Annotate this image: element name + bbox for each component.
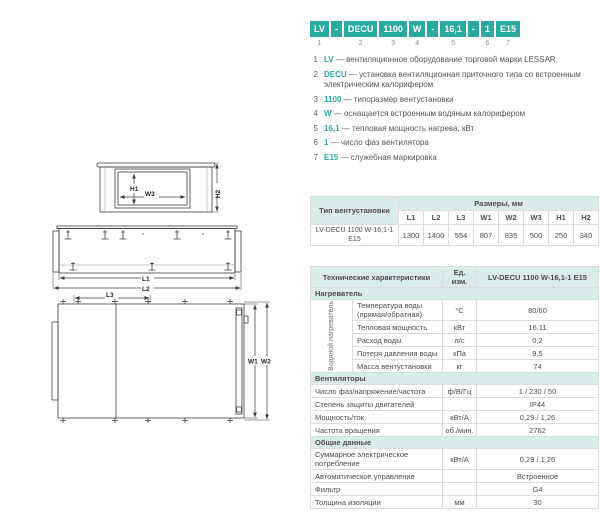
tech-table-title: Технические характеристики: [311, 267, 443, 288]
row-value: 0,29 / 1,26: [477, 411, 599, 424]
row-unit: [443, 470, 477, 483]
model-code-box: 1100: [379, 21, 407, 37]
row-value: 16,11: [477, 321, 599, 334]
dimensions-sizes-header: Размеры, мм: [399, 197, 599, 211]
unit-type-label: LV-DECU 1100 W-16,1-1 E15: [311, 225, 399, 246]
legend-item: [310, 95, 600, 106]
model-code-segment: [409, 21, 426, 48]
legend-item: [310, 153, 600, 164]
row-value: Встроенное: [477, 470, 599, 483]
table-row: [311, 385, 599, 398]
row-label: Толщина изоляции: [311, 496, 443, 509]
row-label: Мощность/ток: [311, 411, 443, 424]
model-code-number: 5: [451, 40, 456, 47]
legend-item-code: E15: [324, 152, 339, 162]
table-row: [311, 449, 599, 470]
table-row: [311, 334, 599, 347]
row-value: 1 / 230 / 50: [477, 385, 599, 398]
legend-item-code: 1: [324, 138, 329, 147]
technical-drawings: [30, 150, 300, 445]
legend-item-code: 1100: [324, 94, 342, 104]
heater-side-cell: [311, 300, 353, 373]
row-value: 80/60: [477, 300, 599, 321]
dimensions-data-row: [311, 225, 599, 246]
model-code-box: W: [409, 21, 426, 37]
dimension-value: 807: [474, 225, 499, 246]
table-row: [311, 411, 599, 424]
model-code-box: -: [468, 21, 479, 37]
row-value: G4: [477, 483, 599, 496]
model-code-segment: [440, 21, 466, 48]
section-header-heater: Нагреватель: [311, 288, 599, 300]
row-unit: л/с: [443, 334, 477, 347]
row-unit: мм: [443, 496, 477, 509]
row-label: Частота вращения: [311, 424, 443, 437]
legend-item-text: 1 — число фаз вентилятора: [324, 138, 429, 147]
table-row: [311, 347, 599, 360]
model-code-segment: [481, 21, 494, 48]
legend-item-number: 4: [313, 109, 318, 118]
model-code-number: 2: [358, 40, 363, 47]
dimension-value: 1400: [424, 225, 449, 246]
legend-item: [310, 109, 600, 120]
tech-characteristics-table: [310, 266, 599, 509]
dim-label-h1: H1: [130, 186, 139, 193]
legend-item-text: DECU — установка вентиляционная приточного типа со встроенным электрическим калорифером: [324, 69, 581, 89]
dim-label-l3: L3: [106, 292, 114, 299]
model-code-number: 3: [391, 40, 396, 47]
row-unit: кПа: [443, 347, 477, 360]
row-label: Число фаз/напряжение/частота: [311, 385, 443, 398]
section-header-fans: Вентиляторы: [311, 373, 599, 385]
model-code-segment: [379, 21, 407, 48]
column-header: H2: [574, 211, 599, 225]
legend-item-code: W: [324, 109, 332, 118]
model-code-box: -: [427, 21, 438, 37]
legend-item-text: E15 — служебная маркировка: [324, 152, 437, 162]
dimension-value: 1300: [399, 225, 424, 246]
dim-label-w2: W2: [261, 358, 271, 366]
legend-item: [310, 124, 600, 135]
model-code-box: 1: [481, 21, 494, 37]
legend-item: [310, 70, 600, 91]
dimension-value: 340: [574, 225, 599, 246]
dim-label-w1: W1: [248, 358, 258, 366]
model-code-segment: [468, 21, 479, 48]
row-label: Суммарное электрическое потребление: [311, 449, 443, 470]
legend-item-code: DECU: [324, 69, 347, 79]
table-row: [311, 398, 599, 411]
legend-item-code: 16,1: [324, 123, 340, 133]
table-row: [311, 300, 599, 321]
dimension-value: 250: [549, 225, 574, 246]
table-row: [311, 483, 599, 496]
row-label: Автоматическое управление: [311, 470, 443, 483]
column-header: L3: [449, 211, 474, 225]
table-row: [311, 424, 599, 437]
model-code-number: 7: [505, 40, 510, 47]
row-value: 9,5: [477, 347, 599, 360]
model-code-box: LV: [310, 21, 329, 37]
row-unit: ф/В/Гц: [443, 385, 477, 398]
row-value: 0,2: [477, 334, 599, 347]
legend-item: [310, 55, 600, 66]
row-label: Масса вентустановки: [353, 360, 443, 373]
legend-item-number: 7: [313, 152, 318, 162]
row-label: Потеря давления воды: [353, 347, 443, 360]
dimension-value: 554: [449, 225, 474, 246]
model-code-number: 6: [485, 40, 490, 47]
side-view-drawing: [53, 226, 241, 293]
model-code-segment: [344, 21, 378, 48]
model-code-segment: [427, 21, 438, 48]
row-label: Температура воды (прямая/обратная): [353, 300, 443, 321]
row-value: 30: [477, 496, 599, 509]
row-value: 2762: [477, 424, 599, 437]
model-code-box: -: [331, 21, 342, 37]
row-value: 74: [477, 360, 599, 373]
model-code-number: 1: [317, 40, 322, 47]
tech-table-model-header: LV-DECU 1100 W-16,1-1 E15: [477, 267, 599, 288]
legend-item-number: 3: [313, 94, 318, 104]
table-row: [311, 470, 599, 483]
tech-table-unit-header: Ед. изм.: [443, 267, 477, 288]
heater-side-label: Водяной нагреватель: [328, 301, 335, 371]
table-row: [311, 496, 599, 509]
plan-view-drawing: [52, 291, 274, 424]
legend-item-number: 2: [313, 69, 318, 79]
model-code-box: 16,1: [440, 21, 466, 37]
row-value: 0,29 / 1,26: [477, 449, 599, 470]
legend-item-number: 5: [313, 123, 318, 133]
model-code-segment: [496, 21, 520, 48]
table-row: [311, 360, 599, 373]
row-label: Расход воды: [353, 334, 443, 347]
column-header: W1: [474, 211, 499, 225]
legend-item-text: LV — вентиляционное оборудование торговой марки LESSAR: [324, 55, 556, 64]
dim-label-l2: L2: [142, 286, 150, 293]
dim-label-h2: H2: [215, 189, 222, 199]
column-header: H1: [549, 211, 574, 225]
section-header-general: Общие данные: [311, 437, 599, 449]
model-code-box: DECU: [344, 21, 378, 37]
model-code-segment: [310, 21, 329, 48]
legend-item-number: 6: [313, 138, 318, 147]
legend-item-text: W — оснащается встроенным водяным калорифером: [324, 109, 526, 118]
row-label: Фильтр: [311, 483, 443, 496]
dim-label-l1: L1: [142, 276, 150, 283]
row-unit: [443, 398, 477, 411]
row-label: Тепловая мощность: [353, 321, 443, 334]
model-code-number: 4: [415, 40, 420, 47]
legend-item-text: 1100 — типоразмер вентустановки: [324, 94, 454, 104]
row-unit: об./мин.: [443, 424, 477, 437]
row-unit: кВт/А: [443, 449, 477, 470]
legend-item-number: 1: [313, 55, 318, 64]
model-code-segment: [331, 21, 342, 48]
legend-item: [310, 138, 600, 149]
legend-item-text: 16,1 — тепловая мощность нагрева, кВт: [324, 123, 475, 133]
column-header: L2: [424, 211, 449, 225]
row-unit: кВт: [443, 321, 477, 334]
row-unit: кВт/А: [443, 411, 477, 424]
dimensions-table: [310, 196, 599, 246]
dim-label-w3: W3: [145, 191, 155, 198]
column-header: W3: [524, 211, 549, 225]
dimension-value: 835: [499, 225, 524, 246]
row-unit: кг: [443, 360, 477, 373]
column-header: W2: [499, 211, 524, 225]
table-row: [311, 321, 599, 334]
dimension-value: 500: [524, 225, 549, 246]
legend-item-code: LV: [324, 55, 334, 64]
row-value: IP44: [477, 398, 599, 411]
model-code: [310, 21, 520, 48]
row-label: Степень защиты двигателей: [311, 398, 443, 411]
dimensions-type-header: Тип вентустановки: [311, 197, 399, 225]
row-unit: °С: [443, 300, 477, 321]
column-header: L1: [399, 211, 424, 225]
model-code-legend: [310, 55, 600, 167]
model-code-box: E15: [496, 21, 520, 37]
row-unit: [443, 483, 477, 496]
end-view-drawing: [97, 163, 222, 212]
